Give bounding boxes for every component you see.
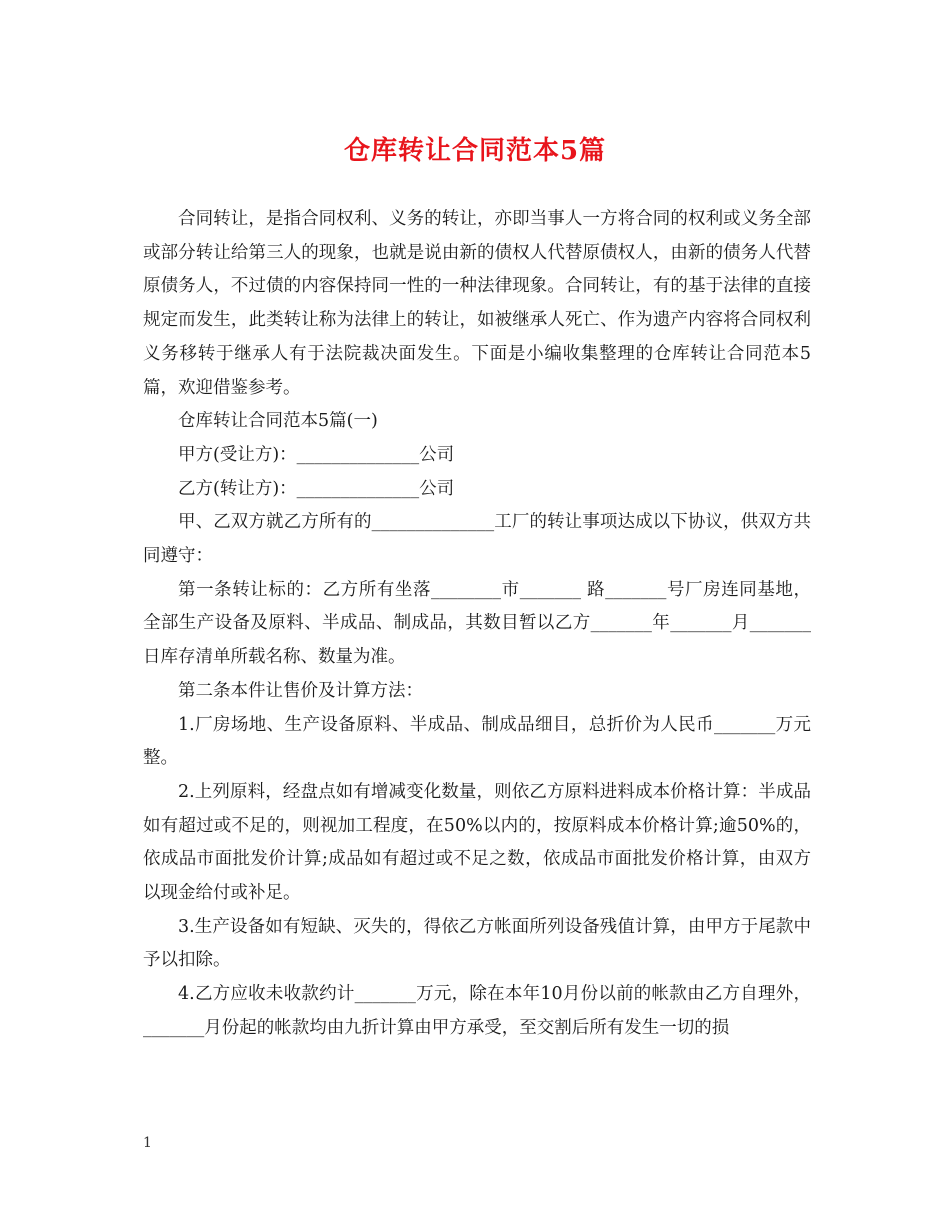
agreement-preamble: 甲、乙双方就乙方所有的______________工厂的转让事项达成以下协议，供双方共同遵守： <box>143 512 811 567</box>
article-2-heading: 第二条本件让售价及计算方法： <box>178 680 423 701</box>
article-2-item-4: 4.乙方应收未收款约计_______万元，除在本年10月份以前的帐款由乙方自理外，_______月份起的帐款均由九折计算由甲方承受，至交割后所有发生一切的损 <box>143 984 811 1038</box>
party-a-line: 甲方(受让方)：______________公司 <box>178 444 455 465</box>
party-b-line: 乙方(转让方)：______________公司 <box>178 478 455 499</box>
article-2-item-3: 3.生产设备如有短缺、灭失的，得依乙方帐面所列设备残值计算，由甲方于尾款中予以扣除。 <box>143 916 811 971</box>
intro-paragraph: 合同转让，是指合同权利、义务的转让，亦即当事人一方将合同的权利或义务全部或部分转让给第三人的现象，也就是说由新的债权人代替原债权人，由新的债务人代替原债务人，不过债的内容保持同一性的一种法律现象。合同转让，有的基于法律的直接规定而发生，此类转让称为法律上的转让，如被继承人死亡、作为遗产内容将合同权利义务移转于继承人有于法院裁决面发生。下面是小编收集整理的仓库转让合同范本5篇，欢迎借鉴参考。 <box>143 209 811 398</box>
document-body <box>143 203 811 1046</box>
page-number: 1 <box>143 1135 152 1151</box>
article-2-item-1: 1.厂房场地、生产设备原料、半成品、制成品细目，总折价为人民币_______万元整。 <box>143 714 811 769</box>
article-2-item-2: 2.上列原料，经盘点如有增减变化数量，则依乙方原料进料成本价格计算：半成品如有超过或不足的，则视加工程度，在50%以内的，按原料成本价格计算;逾50%的，依成品市面批发价计算;成品如有超过或不足之数，依成品市面批发价格计算，由双方以现金给付或补足。 <box>143 781 811 904</box>
document-title: 仓库转让合同范本5篇 <box>343 136 607 166</box>
article-1: 第一条转让标的：乙方所有坐落________市_______ 路_______号厂房连同基地，全部生产设备及原料、半成品、制成品，其数目暂以乙方_______年_______月_______日库存清单所载名称、数量为准。 <box>143 579 811 668</box>
section-heading: 仓库转让合同范本5篇(一) <box>178 411 378 432</box>
